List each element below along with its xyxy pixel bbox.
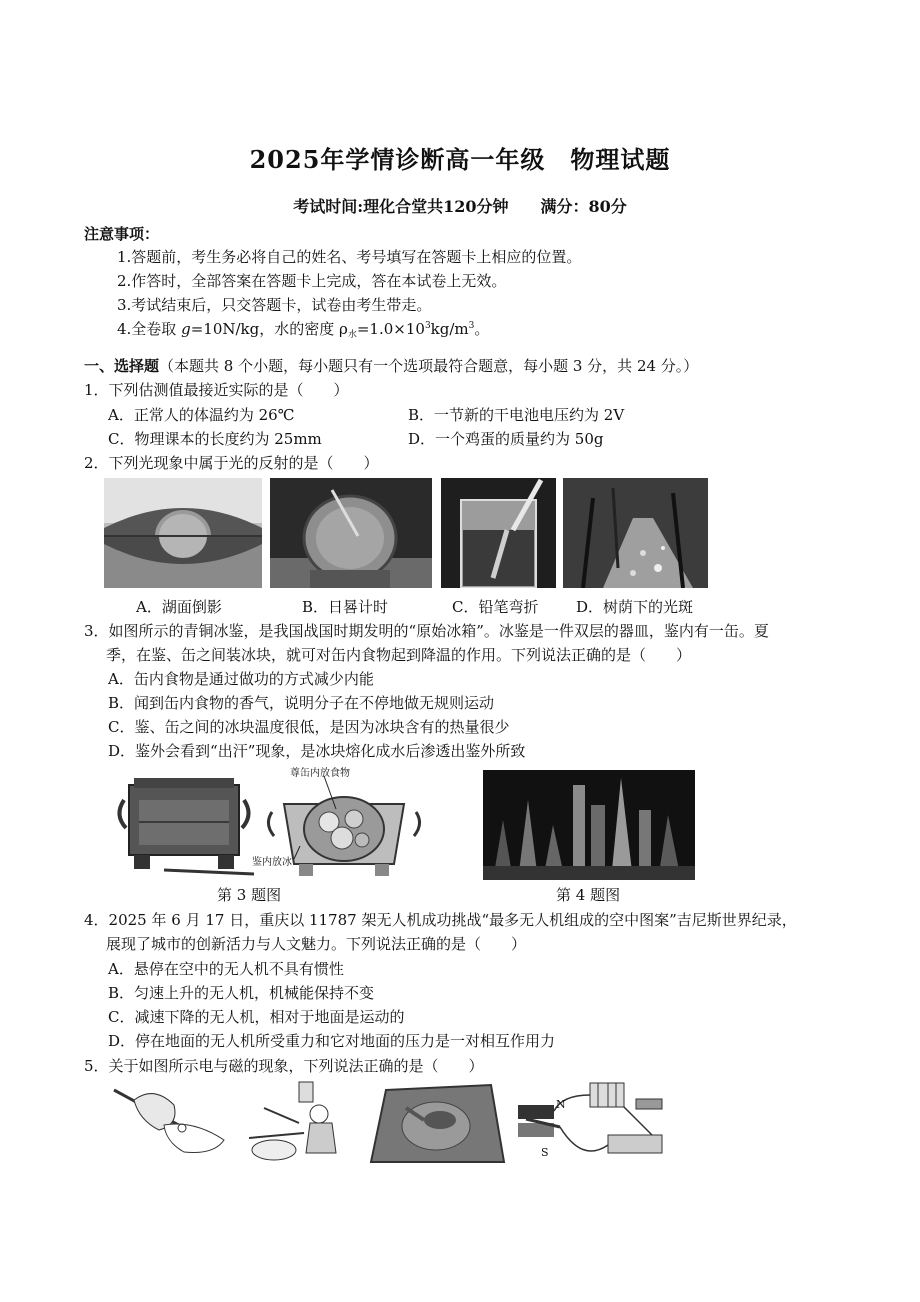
q4-option-a: A．悬停在空中的无人机不具有惯性: [108, 960, 344, 978]
drone-show-photo: [483, 770, 695, 880]
g-symbol: g: [181, 320, 191, 338]
q4-option-b: B．匀速上升的无人机，机械能保持不变: [108, 984, 375, 1002]
q4-option-d: D．停在地面的无人机所受重力和它对地面的压力是一对相互作用力: [108, 1032, 556, 1050]
q2-caption-a: A．湖面倒影: [136, 598, 222, 616]
bridge-reflection-photo: [104, 478, 262, 588]
q1-option-a: A．正常人的体温约为 26℃: [108, 406, 295, 424]
q2-caption-b: B．日晷计时: [302, 598, 389, 616]
q3-option-c: C．鉴、缶之间的冰块温度很低，是因为冰块含有的热量很少: [108, 718, 510, 736]
label-ice: 鉴内放冰: [252, 857, 292, 868]
q1-option-d: D．一个鸡蛋的质量约为 50g: [408, 430, 604, 448]
notice-item-constants: [117, 318, 489, 340]
page-title: 2025年学情诊断高一年级 物理试题: [249, 145, 671, 174]
q1-option-c: C．物理课本的长度约为 25mm: [108, 430, 322, 448]
q2-caption-c: C．铅笔弯折: [452, 598, 539, 616]
compass-sinan-photo: [366, 1080, 507, 1166]
q4-option-c: C．减速下降的无人机，相对于地面是运动的: [108, 1008, 405, 1026]
tree-shade-photo: [563, 478, 708, 588]
q5-stem: 5．关于如图所示电与磁的现象，下列说法正确的是（ ）: [84, 1057, 484, 1075]
q4-stem-line1: 4．2025 年 6 月 17 日，重庆以 11787 架无人机成功挑战“最多无人机组成的空中图案”吉尼斯世界纪录，: [84, 911, 797, 929]
section-desc: （本题共 8 个小题，每小题只有一个选项最符合题意，每小题 3 分，共 24 分。）: [159, 357, 699, 375]
figure3-caption: 第 3 题图: [217, 886, 282, 904]
electric-rescue-drawing: [244, 1078, 359, 1168]
section-label: 一、选择题: [84, 357, 160, 375]
bronze-ice-vessel-photo: [104, 770, 264, 880]
q2-stem: 2．下列光现象中属于光的反射的是（ ）: [84, 454, 379, 472]
notice-text: 4.全卷取: [117, 320, 182, 338]
q3-option-a: A．缶内食物是通过做功的方式减少内能: [108, 670, 374, 688]
q3-option-b: B．闻到缶内食物的香气，说明分子在不停地做无规则运动: [108, 694, 495, 712]
q3-stem-line1: 3．如图所示的青铜冰鉴，是我国战国时期发明的“原始冰箱”。冰鉴是一件双层的器皿，鉴内有一缶。夏: [84, 622, 769, 640]
notice-text: kg/m: [430, 320, 469, 338]
exam-info: 考试时间:理化合堂共120分钟 满分：80分: [293, 197, 627, 216]
superscript: 3: [468, 321, 475, 331]
superscript: 3: [424, 321, 431, 331]
subscript: 水: [347, 330, 357, 340]
rubbing-rod-drawing: [104, 1080, 238, 1168]
q4-stem-line2: 展现了城市的创新活力与人文魅力。下列说法正确的是（ ）: [106, 935, 527, 953]
section-heading: [84, 355, 698, 376]
q3-stem-line2: 季，在鉴、缶之间装冰块，就可对缶内食物起到降温的作用。下列说法正确的是（ ）: [106, 646, 692, 664]
electromagnet-circuit-drawing: [512, 1075, 668, 1167]
notice-text: =1.0×10: [356, 320, 425, 338]
notice-item: 3.考试结束后，只交答题卡，试卷由考生带走。: [117, 296, 432, 314]
figure4-caption: 第 4 题图: [556, 886, 621, 904]
notice-text: =10N/kg，水的密度 ρ: [190, 320, 348, 338]
q1-stem: 1．下列估测值最接近实际的是（ ）: [84, 381, 349, 399]
bent-pencil-photo: [441, 478, 556, 588]
sundial-photo: [270, 478, 432, 588]
pole-label-n: N: [556, 1098, 566, 1111]
notice-item: 2.作答时，全部答案在答题卡上完成，答在本试卷上无效。: [117, 272, 507, 290]
notice-text: 。: [474, 320, 490, 338]
label-food: 尊缶内放食物: [290, 768, 350, 779]
pole-label-s: S: [541, 1146, 549, 1159]
q3-option-d: D．鉴外会看到“出汗”现象，是冰块熔化成水后渗透出鉴外所致: [108, 742, 526, 760]
q1-option-b: B．一节新的干电池电压约为 2V: [408, 406, 625, 424]
notice-item: 1.答题前，考生务必将自己的姓名、考号填写在答题卡上相应的位置。: [117, 248, 582, 266]
notice-heading: 注意事项：: [84, 225, 160, 243]
q2-caption-d: D．树荫下的光斑: [576, 598, 694, 616]
